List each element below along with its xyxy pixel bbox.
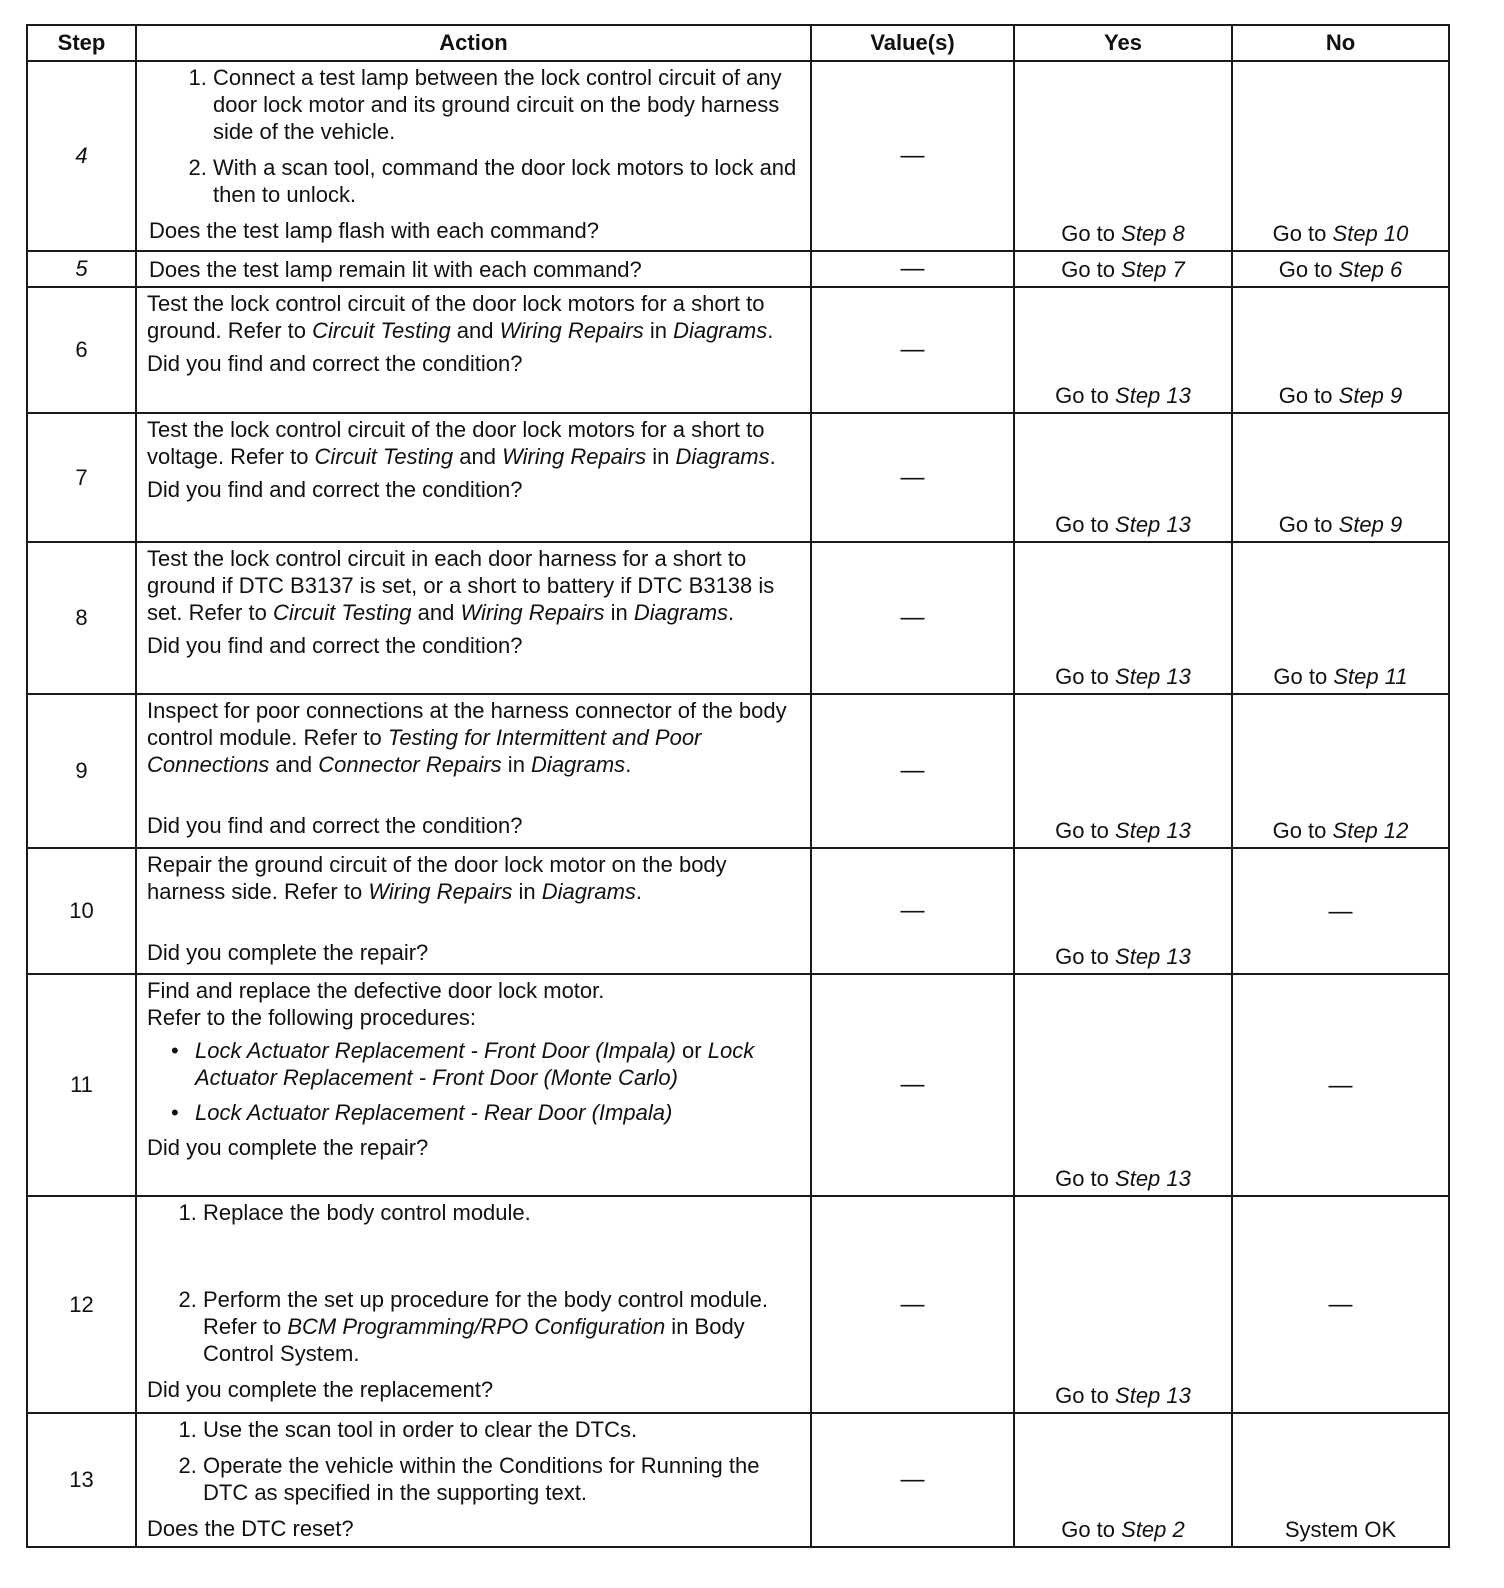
action-question: Did you find and correct the condition?: [147, 632, 523, 658]
no-cell: Go to Step 10: [1232, 61, 1449, 251]
header-row: [27, 25, 1449, 61]
no-cell: Go to Step 9: [1232, 413, 1449, 541]
action-question: Did you complete the replacement?: [147, 1377, 494, 1403]
action-text: Inspect for poor connections at the harness connector of the body control module. Refer to Testing for Intermittent and Poor Connections and Connector Repairs in Diagrams.: [147, 697, 787, 777]
action-item: 2. With a scan tool, command the door lock motors to lock and then to unlock.: [213, 154, 800, 208]
action-question: Did you complete the repair?: [147, 1135, 429, 1161]
header-values: Value(s): [811, 25, 1014, 61]
value-cell: —: [811, 413, 1014, 541]
step-number: 6: [27, 287, 136, 413]
action-intro: Refer to the following procedures:: [147, 1005, 476, 1031]
action-cell: [136, 694, 811, 848]
action-cell: [136, 251, 811, 287]
step-number: 9: [27, 694, 136, 848]
value-cell: —: [811, 848, 1014, 974]
diagnostic-table: [26, 24, 1450, 1548]
action-cell: [136, 1413, 811, 1547]
action-text: Test the lock control circuit in each door harness for a short to ground if DTC B3137 is set, or a short to battery if DTC B3138 is set. Refer to Circuit Testing and Wiring Repairs in Diagrams.: [147, 545, 775, 625]
action-question: Does the test lamp remain lit with each command?: [149, 256, 642, 282]
action-cell: [136, 413, 811, 541]
yes-cell: Go to Step 7: [1014, 251, 1232, 287]
step-number: 13: [27, 1413, 136, 1547]
action-cell: [136, 542, 811, 694]
procedure-bullet: • Lock Actuator Replacement - Rear Door (Impala): [195, 1099, 800, 1126]
step-number: 11: [27, 974, 136, 1196]
no-cell: Go to Step 12: [1232, 694, 1449, 848]
step-number: 10: [27, 848, 136, 974]
action-cell: [136, 848, 811, 974]
action-cell: [136, 974, 811, 1196]
no-cell: Go to Step 6: [1232, 251, 1449, 287]
action-intro: Find and replace the defective door lock motor.: [147, 978, 605, 1004]
action-text: Repair the ground circuit of the door lock motor on the body harness side. Refer to Wiring Repairs in Diagrams.: [147, 852, 727, 905]
table-row: [27, 1196, 1449, 1412]
no-cell: —: [1232, 974, 1449, 1196]
header-step: Step: [27, 25, 136, 61]
yes-cell: Go to Step 13: [1014, 413, 1232, 541]
yes-cell: Go to Step 13: [1014, 848, 1232, 974]
table-row: [27, 287, 1449, 413]
step-number: 7: [27, 413, 136, 541]
action-question: Did you find and correct the condition?: [147, 477, 523, 503]
header-yes: Yes: [1014, 25, 1232, 61]
action-question: Does the test lamp flash with each command?: [149, 218, 600, 243]
table-row: [27, 1413, 1449, 1547]
value-cell: —: [811, 974, 1014, 1196]
header-action: Action: [136, 25, 811, 61]
table-row: [27, 848, 1449, 974]
no-cell: Go to Step 11: [1232, 542, 1449, 694]
yes-cell: Go to Step 2: [1014, 1413, 1232, 1547]
value-cell: —: [811, 542, 1014, 694]
action-item: 1. Connect a test lamp between the lock control circuit of any door lock motor and its ground circuit on the body harness side of the vehicle.: [213, 64, 800, 145]
table-row: [27, 542, 1449, 694]
table-row: [27, 251, 1449, 287]
step-number: 4: [27, 61, 136, 251]
action-text: Test the lock control circuit of the door lock motors for a short to voltage. Refer to Circuit Testing and Wiring Repairs in Diagrams.: [147, 417, 776, 470]
action-cell: [136, 1196, 811, 1412]
value-cell: —: [811, 287, 1014, 413]
value-cell: —: [811, 61, 1014, 251]
yes-cell: Go to Step 8: [1014, 61, 1232, 251]
table-row: [27, 974, 1449, 1196]
yes-cell: Go to Step 13: [1014, 974, 1232, 1196]
action-question: Did you find and correct the condition?: [147, 812, 523, 838]
table-row: [27, 694, 1449, 848]
no-cell: —: [1232, 848, 1449, 974]
action-cell: [136, 287, 811, 413]
table-row: [27, 61, 1449, 251]
yes-cell: Go to Step 13: [1014, 694, 1232, 848]
action-question: Did you find and correct the condition?: [147, 351, 523, 377]
step-number: 8: [27, 542, 136, 694]
value-cell: —: [811, 1413, 1014, 1547]
value-cell: —: [811, 694, 1014, 848]
no-cell: —: [1232, 1196, 1449, 1412]
value-cell: —: [811, 251, 1014, 287]
action-item: 2. Operate the vehicle within the Conditions for Running the DTC as specified in the supporting text.: [203, 1452, 800, 1506]
step-number: 12: [27, 1196, 136, 1412]
step-number: 5: [27, 251, 136, 287]
action-item: 2. Perform the set up procedure for the body control module. Refer to BCM Programming/RPO Configuration in Body Control System.: [203, 1286, 800, 1367]
procedure-bullet: • Lock Actuator Replacement - Front Door (Impala) or Lock Actuator Replacement - Front Door (Monte Carlo): [195, 1037, 800, 1091]
action-cell: [136, 61, 811, 251]
yes-cell: Go to Step 13: [1014, 1196, 1232, 1412]
table-row: [27, 413, 1449, 541]
action-question: Did you complete the repair?: [147, 940, 429, 966]
action-item: 1. Replace the body control module.: [203, 1199, 800, 1226]
action-item: 1. Use the scan tool in order to clear the DTCs.: [203, 1416, 800, 1443]
no-cell: System OK: [1232, 1413, 1449, 1547]
yes-cell: Go to Step 13: [1014, 542, 1232, 694]
action-question: Does the DTC reset?: [147, 1515, 354, 1541]
header-no: No: [1232, 25, 1449, 61]
yes-cell: Go to Step 13: [1014, 287, 1232, 413]
no-cell: Go to Step 9: [1232, 287, 1449, 413]
value-cell: —: [811, 1196, 1014, 1412]
action-text: Test the lock control circuit of the door lock motors for a short to ground. Refer to Circuit Testing and Wiring Repairs in Diagrams.: [147, 291, 774, 344]
